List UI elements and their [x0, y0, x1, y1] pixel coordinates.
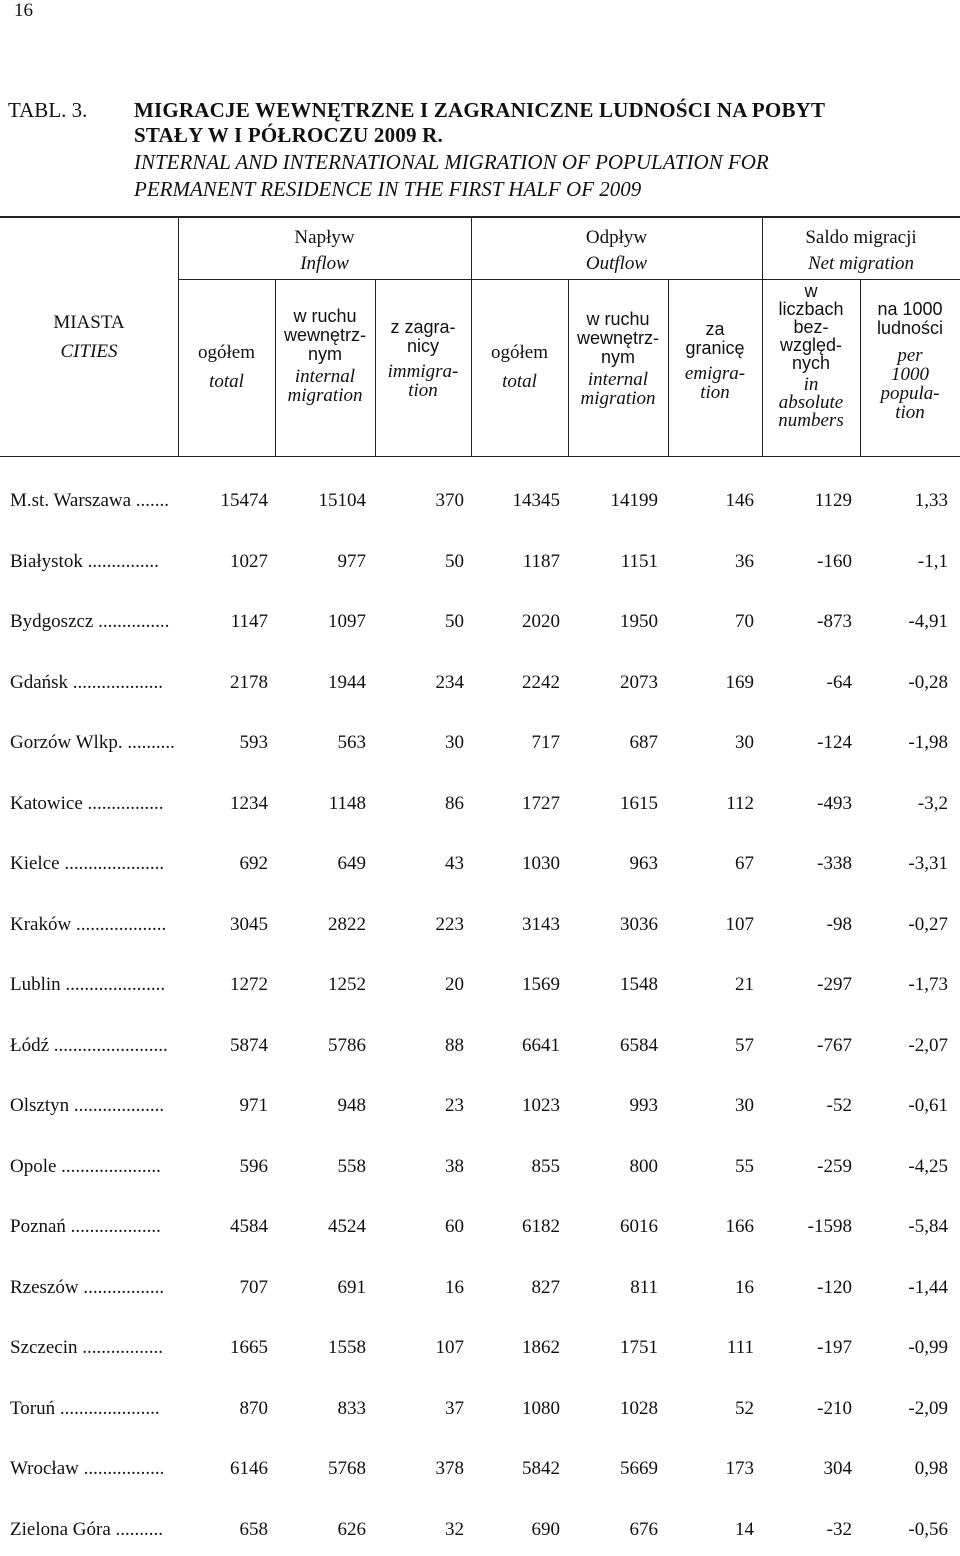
- table-row: [0, 1398, 960, 1428]
- table-row: [0, 853, 960, 883]
- inflow-internal-cell: 558: [337, 1156, 366, 1177]
- net-absolute-cell: -297: [817, 974, 852, 995]
- net-absolute-cell: -1598: [807, 1216, 852, 1237]
- inflow-total-cell: 692: [239, 853, 268, 874]
- inflow-internal-cell: 1148: [328, 793, 366, 814]
- immigration-cell: 107: [435, 1337, 464, 1358]
- immigration-cell: 370: [435, 490, 464, 511]
- immigration-cell: 86: [445, 793, 464, 814]
- header-cities: MIASTA CITIES: [53, 312, 125, 362]
- inflow-total-cell: 5874: [230, 1035, 268, 1056]
- net-absolute-cell: -259: [817, 1156, 852, 1177]
- outflow-total-cell: 1080: [522, 1398, 560, 1419]
- net-per-1000-cell: -0,56: [908, 1519, 948, 1540]
- net-per-1000-cell: -4,91: [908, 611, 948, 632]
- outflow-internal-cell: 1615: [620, 793, 658, 814]
- city-name: Białystok ...............: [10, 551, 159, 572]
- city-name: Bydgoszcz ...............: [10, 611, 170, 632]
- net-per-1000-cell: -2,09: [908, 1398, 948, 1419]
- net-per-1000-cell: -3,2: [917, 793, 948, 814]
- inflow-total-cell: 4584: [230, 1216, 268, 1237]
- net-per-1000-cell: -3,31: [908, 853, 948, 874]
- header-subrule: [178, 279, 960, 280]
- inflow-total-cell: 658: [239, 1519, 268, 1540]
- city-name: Opole .....................: [10, 1156, 161, 1177]
- header-emigration: za granicę emigra- tion: [684, 319, 746, 403]
- city-name: Olsztyn ...................: [10, 1095, 165, 1116]
- net-per-1000-cell: -0,61: [908, 1095, 948, 1116]
- outflow-internal-cell: 1548: [620, 974, 658, 995]
- city-name: Gdańsk ...................: [10, 672, 164, 693]
- immigration-cell: 60: [445, 1216, 464, 1237]
- outflow-internal-cell: 6584: [620, 1035, 658, 1056]
- inflow-total-cell: 2178: [230, 672, 268, 693]
- outflow-internal-cell: 1028: [620, 1398, 658, 1419]
- header-outflow-internal: w ruchu wewnętrz- nym internal migration: [576, 309, 660, 409]
- net-per-1000-cell: -1,98: [908, 732, 948, 753]
- table-title-english: [134, 149, 769, 203]
- outflow-internal-cell: 800: [629, 1156, 658, 1177]
- table-row: [0, 1156, 960, 1186]
- outflow-total-cell: 3143: [522, 914, 560, 935]
- city-name: Lublin .....................: [10, 974, 166, 995]
- net-per-1000-cell: -4,25: [908, 1156, 948, 1177]
- header-outflow: Odpływ Outflow: [585, 227, 648, 274]
- net-absolute-cell: -124: [817, 732, 852, 753]
- net-per-1000-cell: -5,84: [908, 1216, 948, 1237]
- net-per-1000-cell: -0,28: [908, 672, 948, 693]
- net-absolute-cell: -493: [817, 793, 852, 814]
- net-absolute-cell: -160: [817, 551, 852, 572]
- immigration-cell: 50: [445, 551, 464, 572]
- title-pl-line: STAŁY W I PÓŁROCZU 2009 R.: [134, 123, 443, 147]
- net-per-1000-cell: -0,27: [908, 914, 948, 935]
- header-inflow-internal: w ruchu wewnętrz- nym internal migration: [283, 306, 367, 406]
- header-outflow-total: ogółem total: [491, 342, 548, 392]
- net-per-1000-cell: 1,33: [914, 490, 948, 511]
- city-name: Szczecin .................: [10, 1337, 164, 1358]
- header-absolute-numbers: w liczbach bez- względ- nych in absolute numbers: [778, 281, 844, 431]
- emigration-cell: 36: [735, 551, 754, 572]
- net-absolute-cell: -52: [826, 1095, 852, 1116]
- emigration-cell: 70: [735, 611, 754, 632]
- outflow-total-cell: 5842: [522, 1458, 560, 1479]
- emigration-cell: 16: [735, 1277, 754, 1298]
- net-per-1000-cell: -1,73: [908, 974, 948, 995]
- city-name: Rzeszów .................: [10, 1277, 165, 1298]
- outflow-total-cell: 6182: [522, 1216, 560, 1237]
- inflow-internal-cell: 1558: [328, 1337, 366, 1358]
- inflow-internal-cell: 563: [337, 732, 366, 753]
- inflow-total-cell: 1665: [230, 1337, 268, 1358]
- title-pl-line: MIGRACJE WEWNĘTRZNE I ZAGRANICZNE LUDNOŚCI NA POBYT: [134, 98, 826, 122]
- city-name: Toruń .....................: [10, 1398, 160, 1419]
- header-inflow: Napływ Inflow: [294, 227, 355, 274]
- net-absolute-cell: -32: [826, 1519, 852, 1540]
- table-row: [0, 914, 960, 944]
- outflow-internal-cell: 687: [629, 732, 658, 753]
- header-inflow-total: ogółem total: [198, 342, 255, 392]
- outflow-internal-cell: 1151: [620, 551, 658, 572]
- inflow-internal-cell: 1252: [328, 974, 366, 995]
- emigration-cell: 30: [735, 1095, 754, 1116]
- outflow-internal-cell: 811: [630, 1277, 658, 1298]
- outflow-total-cell: 1727: [522, 793, 560, 814]
- net-per-1000-cell: -2,07: [908, 1035, 948, 1056]
- inflow-total-cell: 15474: [220, 490, 268, 511]
- city-name: Gorzów Wlkp. ..........: [10, 732, 175, 753]
- outflow-internal-cell: 1950: [620, 611, 658, 632]
- immigration-cell: 37: [445, 1398, 464, 1419]
- city-name: Poznań ...................: [10, 1216, 161, 1237]
- table-row: [0, 1277, 960, 1307]
- outflow-total-cell: 717: [531, 732, 560, 753]
- emigration-cell: 30: [735, 732, 754, 753]
- outflow-total-cell: 6641: [522, 1035, 560, 1056]
- outflow-total-cell: 14345: [512, 490, 560, 511]
- inflow-total-cell: 1027: [230, 551, 268, 572]
- net-absolute-cell: -873: [817, 611, 852, 632]
- header-net-migration: Saldo migracji Net migration: [805, 227, 917, 274]
- immigration-cell: 38: [445, 1156, 464, 1177]
- table-top-rule: [0, 216, 960, 218]
- table-label: TABL. 3.: [8, 98, 88, 122]
- net-absolute-cell: -210: [817, 1398, 852, 1419]
- table-row: [0, 611, 960, 641]
- title-en-line: INTERNAL AND INTERNATIONAL MIGRATION OF POPULATION FOR: [134, 150, 769, 174]
- emigration-cell: 67: [735, 853, 754, 874]
- city-name: M.st. Warszawa .......: [10, 490, 170, 511]
- immigration-cell: 16: [445, 1277, 464, 1298]
- inflow-total-cell: 870: [239, 1398, 268, 1419]
- outflow-total-cell: 1187: [522, 551, 560, 572]
- inflow-internal-cell: 5786: [328, 1035, 366, 1056]
- net-per-1000-cell: -1,1: [917, 551, 948, 572]
- emigration-cell: 57: [735, 1035, 754, 1056]
- city-name: Kielce .....................: [10, 853, 165, 874]
- header-bottom-rule: [0, 456, 960, 457]
- net-per-1000-cell: 0,98: [914, 1458, 948, 1479]
- outflow-internal-cell: 6016: [620, 1216, 658, 1237]
- table-row: [0, 974, 960, 1004]
- table-title-polish: [134, 98, 825, 148]
- city-name: Katowice ................: [10, 793, 164, 814]
- outflow-internal-cell: 963: [629, 853, 658, 874]
- net-absolute-cell: 1129: [814, 490, 852, 511]
- header-immigration: z zagra- nicy immigra- tion: [387, 317, 459, 401]
- emigration-cell: 166: [725, 1216, 754, 1237]
- outflow-total-cell: 827: [531, 1277, 560, 1298]
- outflow-internal-cell: 2073: [620, 672, 658, 693]
- emigration-cell: 21: [735, 974, 754, 995]
- table-row: [0, 1337, 960, 1367]
- table-row: [0, 1519, 960, 1549]
- inflow-internal-cell: 5768: [328, 1458, 366, 1479]
- outflow-internal-cell: 676: [629, 1519, 658, 1540]
- table-row: [0, 1458, 960, 1488]
- outflow-total-cell: 2242: [522, 672, 560, 693]
- net-absolute-cell: -120: [817, 1277, 852, 1298]
- emigration-cell: 173: [725, 1458, 754, 1479]
- city-name: Kraków ...................: [10, 914, 167, 935]
- table-row: [0, 490, 960, 520]
- net-absolute-cell: -767: [817, 1035, 852, 1056]
- emigration-cell: 55: [735, 1156, 754, 1177]
- immigration-cell: 50: [445, 611, 464, 632]
- outflow-total-cell: 2020: [522, 611, 560, 632]
- outflow-internal-cell: 5669: [620, 1458, 658, 1479]
- city-name: Łódź ........................: [10, 1035, 168, 1056]
- immigration-cell: 223: [435, 914, 464, 935]
- immigration-cell: 23: [445, 1095, 464, 1116]
- outflow-total-cell: 1862: [522, 1337, 560, 1358]
- emigration-cell: 14: [735, 1519, 754, 1540]
- emigration-cell: 111: [726, 1337, 754, 1358]
- immigration-cell: 88: [445, 1035, 464, 1056]
- inflow-internal-cell: 2822: [328, 914, 366, 935]
- emigration-cell: 169: [725, 672, 754, 693]
- outflow-total-cell: 690: [531, 1519, 560, 1540]
- inflow-internal-cell: 977: [337, 551, 366, 572]
- immigration-cell: 32: [445, 1519, 464, 1540]
- inflow-internal-cell: 948: [337, 1095, 366, 1116]
- inflow-total-cell: 6146: [230, 1458, 268, 1479]
- inflow-internal-cell: 833: [337, 1398, 366, 1419]
- outflow-total-cell: 1023: [522, 1095, 560, 1116]
- net-per-1000-cell: -1,44: [908, 1277, 948, 1298]
- outflow-internal-cell: 993: [629, 1095, 658, 1116]
- title-en-line: PERMANENT RESIDENCE IN THE FIRST HALF OF 2009: [134, 177, 642, 201]
- table-row: [0, 1035, 960, 1065]
- inflow-internal-cell: 626: [337, 1519, 366, 1540]
- inflow-total-cell: 1147: [230, 611, 268, 632]
- net-absolute-cell: -197: [817, 1337, 852, 1358]
- inflow-internal-cell: 691: [337, 1277, 366, 1298]
- immigration-cell: 20: [445, 974, 464, 995]
- emigration-cell: 112: [726, 793, 754, 814]
- outflow-internal-cell: 1751: [620, 1337, 658, 1358]
- net-absolute-cell: -338: [817, 853, 852, 874]
- table-row: [0, 551, 960, 581]
- net-per-1000-cell: -0,99: [908, 1337, 948, 1358]
- city-name: Zielona Góra ..........: [10, 1519, 164, 1540]
- table-row: [0, 732, 960, 762]
- immigration-cell: 234: [435, 672, 464, 693]
- outflow-total-cell: 1030: [522, 853, 560, 874]
- net-absolute-cell: -98: [826, 914, 852, 935]
- outflow-total-cell: 855: [531, 1156, 560, 1177]
- table-row: [0, 793, 960, 823]
- inflow-total-cell: 971: [239, 1095, 268, 1116]
- outflow-internal-cell: 14199: [610, 490, 658, 511]
- emigration-cell: 52: [735, 1398, 754, 1419]
- inflow-internal-cell: 15104: [318, 490, 366, 511]
- city-name: Wrocław .................: [10, 1458, 165, 1479]
- header-per-1000: na 1000 ludności per 1000 popula- tion: [876, 299, 944, 423]
- inflow-total-cell: 1234: [230, 793, 268, 814]
- net-absolute-cell: 304: [823, 1458, 852, 1479]
- table-row: [0, 1216, 960, 1246]
- inflow-total-cell: 1272: [230, 974, 268, 995]
- net-absolute-cell: -64: [826, 672, 852, 693]
- emigration-cell: 146: [725, 490, 754, 511]
- inflow-internal-cell: 4524: [328, 1216, 366, 1237]
- table-row: [0, 672, 960, 702]
- inflow-internal-cell: 1097: [328, 611, 366, 632]
- inflow-total-cell: 596: [239, 1156, 268, 1177]
- outflow-total-cell: 1569: [522, 974, 560, 995]
- inflow-total-cell: 3045: [230, 914, 268, 935]
- inflow-internal-cell: 1944: [328, 672, 366, 693]
- outflow-internal-cell: 3036: [620, 914, 658, 935]
- inflow-total-cell: 707: [239, 1277, 268, 1298]
- immigration-cell: 30: [445, 732, 464, 753]
- immigration-cell: 378: [435, 1458, 464, 1479]
- table-row: [0, 1095, 960, 1125]
- immigration-cell: 43: [445, 853, 464, 874]
- emigration-cell: 107: [725, 914, 754, 935]
- inflow-internal-cell: 649: [337, 853, 366, 874]
- inflow-total-cell: 593: [239, 732, 268, 753]
- page-number: 16: [14, 0, 33, 21]
